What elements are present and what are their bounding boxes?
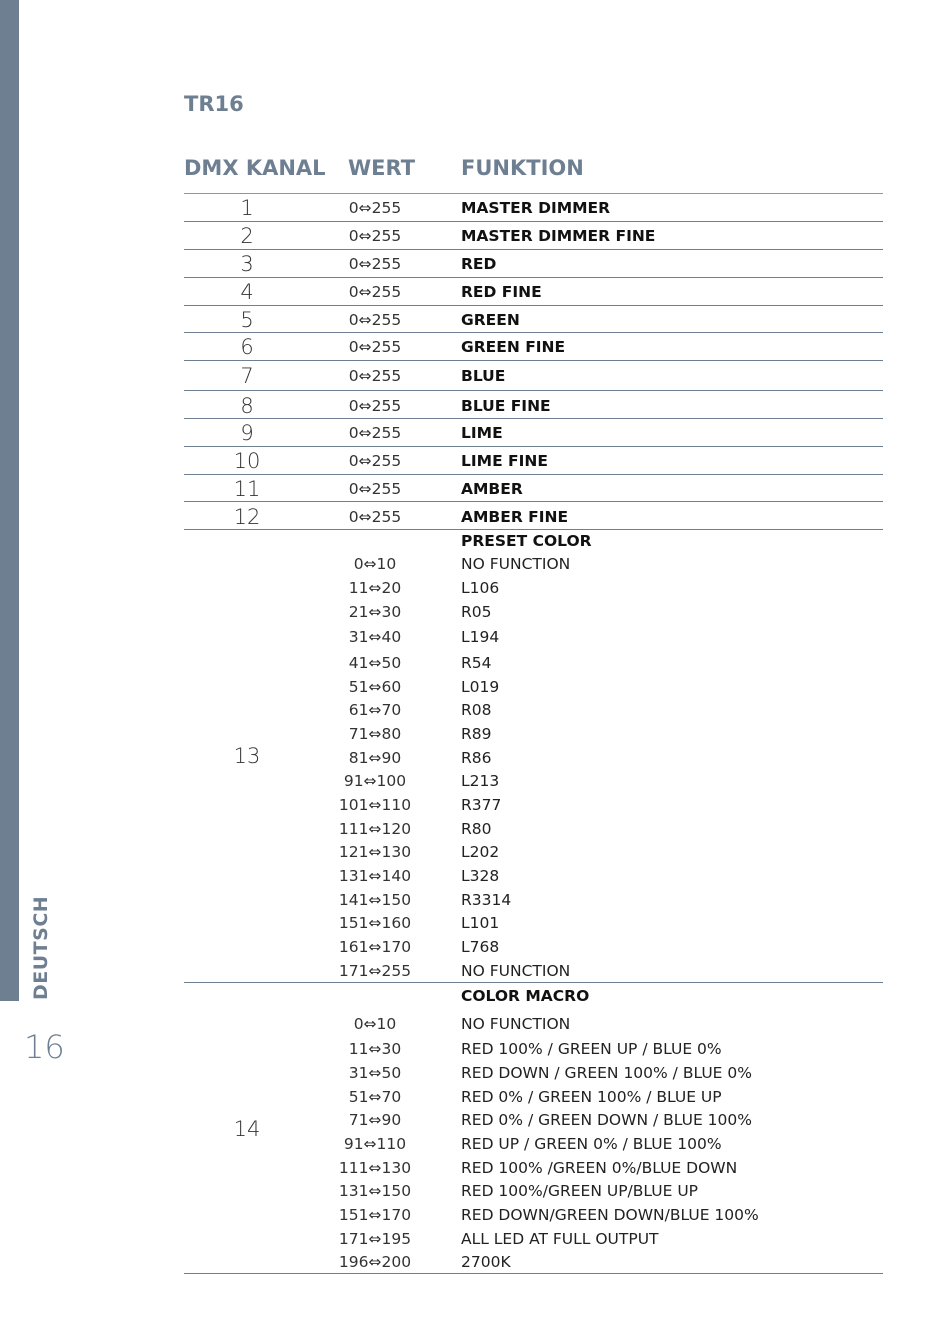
group-heading: COLOR MACRO	[461, 987, 590, 1005]
channel-number: 14	[233, 1117, 261, 1141]
function-label: L328	[461, 867, 500, 885]
channel-number: 7	[240, 364, 254, 388]
value-range: 0⇔255	[348, 283, 402, 301]
function-label: GREEN	[461, 311, 520, 329]
function-label: RED 0% / GREEN DOWN / BLUE 100%	[461, 1111, 752, 1129]
channel-number: 5	[240, 308, 254, 332]
channel-number: 12	[233, 505, 261, 529]
value-range: 0⇔255	[348, 338, 402, 356]
function-label: RED DOWN/GREEN DOWN/BLUE 100%	[461, 1206, 759, 1224]
value-range: 0⇔255	[348, 452, 402, 470]
value-range: 0⇔255	[348, 367, 402, 385]
function-label: RED	[461, 255, 497, 273]
function-label: MASTER DIMMER FINE	[461, 227, 656, 245]
function-label: RED UP / GREEN 0% / BLUE 100%	[461, 1135, 722, 1153]
function-label: RED 0% / GREEN 100% / BLUE UP	[461, 1088, 722, 1106]
channel-number: 1	[240, 196, 254, 220]
channel-number: 3	[240, 252, 254, 276]
side-bar	[0, 0, 19, 1001]
row-divider	[184, 305, 883, 306]
function-label: ALL LED AT FULL OUTPUT	[461, 1230, 659, 1248]
value-range: 0⇔10	[353, 1015, 397, 1033]
function-label: 2700K	[461, 1253, 511, 1271]
channel-number: 8	[240, 394, 254, 418]
value-range: 141⇔150	[338, 891, 412, 909]
value-range: 0⇔255	[348, 508, 402, 526]
function-label: R80	[461, 820, 492, 838]
row-divider	[184, 501, 883, 502]
row-divider	[184, 982, 883, 983]
value-range: 131⇔140	[338, 867, 412, 885]
value-range: 111⇔120	[338, 820, 412, 838]
row-divider	[184, 474, 883, 475]
language-label: DEUTSCH	[30, 895, 52, 1000]
group-heading: PRESET COLOR	[461, 532, 592, 550]
function-label: L194	[461, 628, 500, 646]
function-label: MASTER DIMMER	[461, 199, 611, 217]
function-label: R05	[461, 603, 492, 621]
function-label: BLUE FINE	[461, 397, 551, 415]
value-range: 11⇔30	[348, 1040, 402, 1058]
function-label: NO FUNCTION	[461, 555, 571, 573]
row-divider	[184, 446, 883, 447]
value-range: 91⇔100	[343, 772, 407, 790]
function-label: R86	[461, 749, 492, 767]
row-divider	[184, 332, 883, 333]
value-range: 0⇔10	[353, 555, 397, 573]
channel-number: 10	[233, 449, 261, 473]
function-label: LIME	[461, 424, 503, 442]
value-range: 0⇔255	[348, 255, 402, 273]
value-range: 51⇔70	[348, 1088, 402, 1106]
function-label: RED 100%/GREEN UP/BLUE UP	[461, 1182, 699, 1200]
function-label: RED DOWN / GREEN 100% / BLUE 0%	[461, 1064, 752, 1082]
value-range: 0⇔255	[348, 227, 402, 245]
function-label: NO FUNCTION	[461, 962, 571, 980]
function-label: BLUE	[461, 367, 506, 385]
function-label: RED FINE	[461, 283, 542, 301]
channel-number: 6	[240, 335, 254, 359]
function-label: L106	[461, 579, 500, 597]
header-divider	[184, 193, 883, 194]
value-range: 41⇔50	[348, 654, 402, 672]
row-divider	[184, 277, 883, 278]
header-channel: DMX KANAL	[184, 156, 326, 180]
function-label: RED 100% /GREEN 0%/BLUE DOWN	[461, 1159, 738, 1177]
value-range: 131⇔150	[338, 1182, 412, 1200]
function-label: L019	[461, 678, 500, 696]
value-range: 0⇔255	[348, 480, 402, 498]
value-range: 171⇔255	[338, 962, 412, 980]
value-range: 0⇔255	[348, 311, 402, 329]
value-range: 0⇔255	[348, 424, 402, 442]
value-range: 101⇔110	[338, 796, 412, 814]
row-divider	[184, 249, 883, 250]
function-label: R3314	[461, 891, 512, 909]
channel-number: 2	[240, 224, 254, 248]
value-range: 51⇔60	[348, 678, 402, 696]
value-range: 0⇔255	[348, 199, 402, 217]
function-label: L202	[461, 843, 500, 861]
value-range: 196⇔200	[338, 1253, 412, 1271]
value-range: 81⇔90	[348, 749, 402, 767]
function-label: RED 100% / GREEN UP / BLUE 0%	[461, 1040, 722, 1058]
row-divider	[184, 390, 883, 391]
function-label: LIME FINE	[461, 452, 548, 470]
channel-number: 11	[233, 477, 261, 501]
value-range: 71⇔80	[348, 725, 402, 743]
row-divider	[184, 221, 883, 222]
function-label: AMBER	[461, 480, 523, 498]
row-divider	[184, 529, 883, 530]
function-label: L768	[461, 938, 500, 956]
value-range: 161⇔170	[338, 938, 412, 956]
row-divider	[184, 360, 883, 361]
value-range: 151⇔160	[338, 914, 412, 932]
value-range: 21⇔30	[348, 603, 402, 621]
function-label: NO FUNCTION	[461, 1015, 571, 1033]
function-label: L213	[461, 772, 500, 790]
function-label: R54	[461, 654, 492, 672]
value-range: 171⇔195	[338, 1230, 412, 1248]
table-bottom-divider	[184, 1273, 883, 1274]
channel-number: 9	[240, 421, 254, 445]
row-divider	[184, 418, 883, 419]
value-range: 71⇔90	[348, 1111, 402, 1129]
channel-number: 4	[240, 280, 254, 304]
value-range: 91⇔110	[343, 1135, 407, 1153]
value-range: 121⇔130	[338, 843, 412, 861]
value-range: 111⇔130	[338, 1159, 412, 1177]
header-value: WERT	[348, 156, 416, 180]
value-range: 61⇔70	[348, 701, 402, 719]
page-title: TR16	[184, 92, 244, 116]
function-label: R377	[461, 796, 502, 814]
page-number: 16	[24, 1028, 65, 1066]
value-range: 31⇔50	[348, 1064, 402, 1082]
value-range: 151⇔170	[338, 1206, 412, 1224]
channel-number: 13	[233, 744, 261, 768]
function-label: R08	[461, 701, 492, 719]
function-label: AMBER FINE	[461, 508, 569, 526]
header-function: FUNKTION	[461, 156, 584, 180]
function-label: L101	[461, 914, 500, 932]
value-range: 31⇔40	[348, 628, 402, 646]
function-label: GREEN FINE	[461, 338, 566, 356]
value-range: 0⇔255	[348, 397, 402, 415]
function-label: R89	[461, 725, 492, 743]
value-range: 11⇔20	[348, 579, 402, 597]
